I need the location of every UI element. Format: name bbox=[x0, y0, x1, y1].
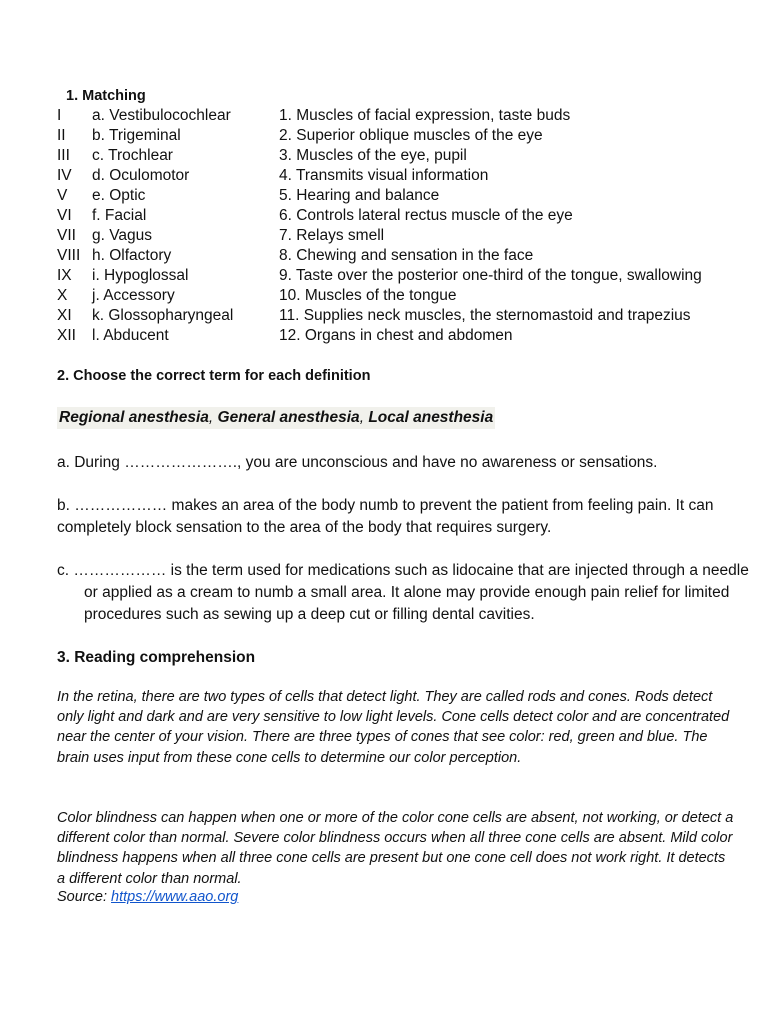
nerve-name: e. Optic bbox=[92, 187, 146, 204]
nerve-name: l. Abducent bbox=[92, 327, 169, 344]
term-separator: , bbox=[208, 409, 218, 426]
matching-row bbox=[0, 287, 768, 307]
nerve-name: j. Accessory bbox=[92, 287, 175, 304]
term-separator: , bbox=[359, 409, 369, 426]
nerve-function: 9. Taste over the posterior one-third of the tongue, swallowing bbox=[279, 267, 702, 284]
nerve-name: g. Vagus bbox=[92, 227, 153, 244]
roman-numeral: XII bbox=[57, 327, 76, 344]
roman-numeral: II bbox=[57, 127, 66, 144]
matching-row bbox=[0, 127, 768, 147]
roman-numeral: V bbox=[57, 187, 68, 204]
term-bank bbox=[57, 407, 495, 429]
matching-row bbox=[0, 227, 768, 247]
question-a: a. During …………………., you are unconscious and have no awareness or sensations. bbox=[57, 454, 658, 471]
reading-paragraph-2: Color blindness can happen when one or more of the color cone cells are absent, not working, or detect a different color than normal. Severe color blindness occurs when all three cone cells are absent. Mild color blindness happens when all three cone cells are present but one cone cell does not work right. It detects a different color than normal. bbox=[57, 810, 734, 887]
matching-row bbox=[0, 107, 768, 127]
nerve-name: c. Trochlear bbox=[92, 147, 173, 164]
roman-numeral: III bbox=[57, 147, 70, 164]
roman-numeral: VI bbox=[57, 207, 72, 224]
nerve-name: k. Glossopharyngeal bbox=[92, 307, 234, 324]
nerve-name: b. Trigeminal bbox=[92, 127, 181, 144]
nerve-name: i. Hypoglossal bbox=[92, 267, 189, 284]
reading-title: 3. Reading comprehension bbox=[57, 649, 256, 666]
nerve-function: 7. Relays smell bbox=[279, 227, 385, 244]
matching-row bbox=[0, 327, 768, 347]
roman-numeral: VII bbox=[57, 227, 76, 244]
source-line bbox=[57, 889, 238, 905]
matching-row bbox=[0, 167, 768, 187]
roman-numeral: IV bbox=[57, 167, 72, 184]
matching-row bbox=[0, 147, 768, 167]
matching-title: 1. Matching bbox=[66, 88, 146, 104]
roman-numeral: IX bbox=[57, 267, 72, 284]
nerve-function: 2. Superior oblique muscles of the eye bbox=[279, 127, 543, 144]
nerve-name: h. Olfactory bbox=[92, 247, 172, 264]
reading-paragraph-1: In the retina, there are two types of cells that detect light. They are called rods and cones. Rods detect only light and dark and are very sensitive to low light levels. Cone cells detect color and are concentrated near the center of your vision. There are three types of cones that see color: red, green and blue. The brain uses input from these cone cells to determine our color perception. bbox=[57, 689, 730, 766]
term-local: Local anesthesia bbox=[368, 409, 494, 426]
nerve-function: 3. Muscles of the eye, pupil bbox=[279, 147, 467, 164]
nerve-name: d. Oculomotor bbox=[92, 167, 190, 184]
roman-numeral: XI bbox=[57, 307, 72, 324]
roman-numeral: VIII bbox=[57, 247, 81, 264]
nerve-name: f. Facial bbox=[92, 207, 147, 224]
definitions-title: 2. Choose the correct term for each definition bbox=[57, 368, 371, 384]
source-label: Source: bbox=[57, 889, 111, 905]
matching-row bbox=[0, 267, 768, 287]
nerve-function: 11. Supplies neck muscles, the sternomastoid and trapezius bbox=[279, 307, 691, 324]
source-link[interactable]: https://www.aao.org bbox=[111, 889, 239, 905]
question-c: c. ……………… is the term used for medications such as lidocaine that are injected through a needle or applied as a cream to numb a small area. It alone may provide enough pain relief for limited procedures such as sewing up a deep cut or filling dental cavities. bbox=[57, 562, 749, 623]
term-general: General anesthesia bbox=[217, 409, 360, 426]
nerve-function: 1. Muscles of facial expression, taste buds bbox=[279, 107, 571, 124]
nerve-function: 6. Controls lateral rectus muscle of the eye bbox=[279, 207, 573, 224]
term-regional: Regional anesthesia bbox=[59, 409, 209, 426]
matching-row bbox=[0, 307, 768, 327]
matching-row bbox=[0, 247, 768, 267]
matching-row bbox=[0, 207, 768, 227]
nerve-function: 4. Transmits visual information bbox=[279, 167, 489, 184]
roman-numeral: X bbox=[57, 287, 68, 304]
question-b: b. ……………… makes an area of the body numb to prevent the patient from feeling pain. It can completely block sensation to the area of the body that requires surgery. bbox=[57, 497, 714, 536]
nerve-function: 10. Muscles of the tongue bbox=[279, 287, 457, 304]
nerve-function: 5. Hearing and balance bbox=[279, 187, 440, 204]
matching-row bbox=[0, 187, 768, 207]
nerve-function: 12. Organs in chest and abdomen bbox=[279, 327, 513, 344]
nerve-name: a. Vestibulocochlear bbox=[92, 107, 231, 124]
nerve-function: 8. Chewing and sensation in the face bbox=[279, 247, 534, 264]
roman-numeral: I bbox=[57, 107, 62, 124]
